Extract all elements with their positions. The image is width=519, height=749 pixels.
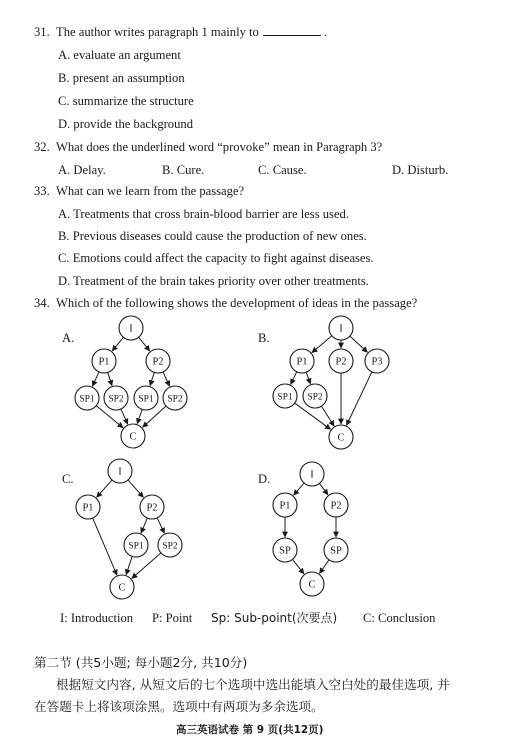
diagram-b-letter: B. [258, 331, 270, 345]
node-sp1b-label: SP1 [138, 394, 154, 405]
question-31-period: . [324, 25, 328, 39]
node-p2-label: P2 [146, 502, 158, 514]
diagram-c-letter: C. [62, 472, 74, 486]
question-31-stem-text: The author writes paragraph 1 mainly to [56, 25, 259, 39]
diagram-b [273, 316, 389, 449]
node-sp2b-label: SP2 [167, 394, 183, 405]
node-sp2-label: SP2 [162, 541, 178, 552]
arrow-p3-c [347, 372, 372, 425]
question-32-option-b: B. Cure. [162, 163, 205, 177]
section-2-heading: 第二节 (共5小题; 每小题2分, 共10分) [34, 655, 248, 670]
arrow-p1-sp2a [108, 372, 112, 385]
arrow-p2-sp2 [157, 518, 164, 533]
node-sp1-label: SP1 [277, 392, 293, 403]
arrow-i-p2 [128, 480, 143, 497]
arrow-p1-sp2 [306, 372, 310, 384]
section-2-instruction-line-1: 根据短文内容, 从短文后的七个选项中选出能填入空白处的最佳选项, 并 [56, 677, 450, 692]
arrow-p2-sp1b [150, 372, 154, 385]
question-31-option-d: D. provide the background [58, 117, 193, 131]
arrow-i-p3 [350, 336, 368, 352]
question-31-option-c: C. summarize the structure [58, 94, 194, 108]
legend-conclusion: C: Conclusion [363, 611, 436, 625]
question-34-number: 34. [34, 296, 50, 310]
node-spa-label: SP [279, 545, 291, 557]
arrow-sp2a-c [121, 409, 128, 424]
question-32-option-c: C. Cause. [258, 163, 307, 177]
arrow-i-p1 [112, 337, 123, 351]
arrow-spa-c [292, 559, 303, 573]
arrow-p1-sp1 [291, 372, 297, 385]
node-p1-label: P1 [82, 502, 94, 514]
question-33-number: 33. [34, 184, 50, 198]
diagram-c [76, 459, 182, 599]
node-c-label: C [308, 579, 316, 591]
node-sp2-label: SP2 [307, 392, 323, 403]
question-33-option-c: C. Emotions could affect the capacity to fight against diseases. [58, 251, 374, 265]
arrow-p1-sp1a [92, 372, 99, 386]
node-p2-label: P2 [335, 356, 347, 368]
legend-point: P: Point [152, 611, 193, 625]
question-33-option-d: D. Treatment of the brain takes priority over other treatments. [58, 274, 369, 288]
node-spb-label: SP [330, 545, 342, 557]
node-p2-label: P2 [152, 356, 164, 368]
arrow-p2-sp2b [163, 372, 170, 386]
arrow-i-p1 [294, 483, 305, 495]
node-p1-label: P1 [98, 356, 110, 368]
node-c-label: C [129, 431, 137, 443]
question-31-option-b: B. present an assumption [58, 71, 185, 85]
node-sp1a-label: SP1 [79, 394, 95, 405]
section-2-instruction-line-2: 在答题卡上将该项涂黑。选项中有两项为多余选项。 [34, 699, 324, 714]
question-31-number: 31. [34, 25, 50, 39]
node-c-label: C [118, 582, 126, 594]
arrow-sp1b-c [137, 409, 142, 423]
question-33-stem: What can we learn from the passage? [56, 184, 245, 198]
page-footer: 高三英语试卷 第 9 页(共12页) [176, 724, 324, 736]
legend-subpoint: Sp: Sub-point(次要点) [211, 611, 338, 625]
node-i-label: I [129, 323, 133, 335]
node-p3-label: P3 [371, 356, 383, 368]
arrow-p2-sp1 [141, 518, 147, 533]
arrow-p1-c [93, 518, 117, 575]
arrow-i-p2 [139, 337, 150, 351]
node-sp1-label: SP1 [128, 541, 144, 552]
node-i-label: I [339, 323, 343, 335]
arrow-spb-c [319, 560, 329, 574]
node-i-label: I [118, 466, 122, 478]
question-32-option-d: D. Disturb. [392, 163, 449, 177]
question-33-option-a: A. Treatments that cross brain-blood barrier are less used. [58, 207, 349, 221]
node-p1-label: P1 [296, 356, 308, 368]
node-c-label: C [337, 432, 345, 444]
question-31-option-a: A. evaluate an argument [58, 48, 181, 62]
arrow-i-p1 [312, 336, 332, 353]
diagram-a [75, 316, 187, 448]
question-32-option-a: A. Delay. [58, 163, 106, 177]
arrow-sp2-c [321, 406, 334, 426]
node-p1-label: P1 [279, 500, 291, 512]
node-p2-label: P2 [330, 500, 342, 512]
arrow-i-p1 [97, 480, 112, 497]
diagram-d-letter: D. [258, 472, 271, 486]
question-32-number: 32. [34, 140, 50, 154]
question-32-stem: What does the underlined word “provoke” mean in Paragraph 3? [56, 140, 383, 154]
question-33-option-b: B. Previous diseases could cause the production of new ones. [58, 229, 367, 243]
diagram-a-letter: A. [62, 331, 75, 345]
legend-introduction: I: Introduction [60, 611, 134, 625]
arrow-i-p2 [319, 483, 328, 494]
question-34-stem: Which of the following shows the development of ideas in the passage? [56, 296, 418, 310]
arrow-sp1-c [126, 556, 132, 574]
diagram-d [273, 462, 348, 596]
node-i-label: I [310, 469, 314, 481]
node-sp2a-label: SP2 [108, 394, 124, 405]
